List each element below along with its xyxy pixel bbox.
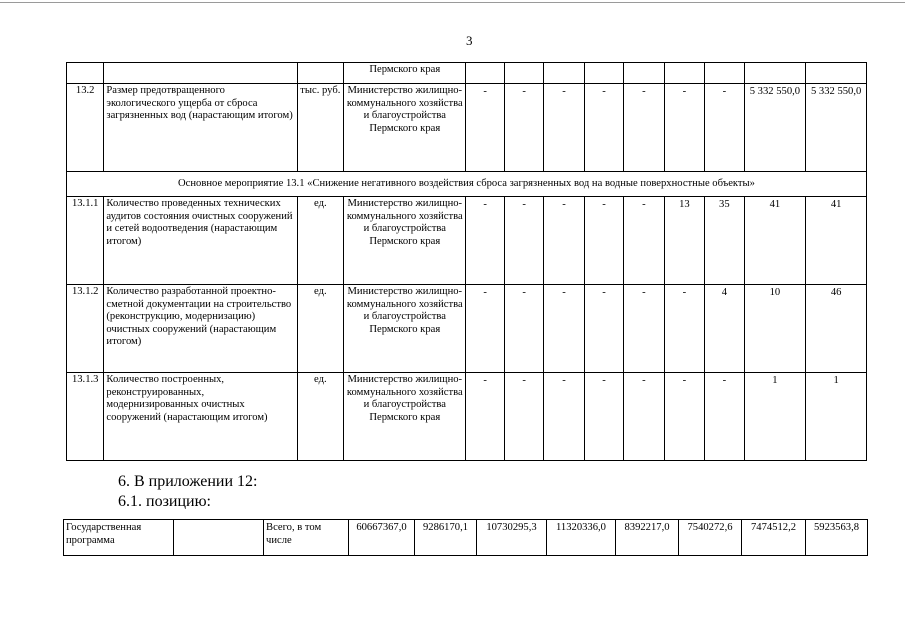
value-cell: - (466, 197, 504, 285)
executor-cell: Министерство жилищно-коммунального хозяйства и благоустройства Пермского края (344, 373, 466, 461)
value-cell: 9286170,1 (415, 520, 477, 556)
value-cell: - (584, 84, 623, 172)
value-cell: 4 (705, 285, 744, 373)
value-cell: - (584, 373, 623, 461)
value-cell: 5 332 550,0 (744, 84, 806, 172)
page-top-rule (0, 2, 905, 3)
value-cell: - (705, 84, 744, 172)
value-cell: - (584, 285, 623, 373)
value-cell: 1 (806, 373, 867, 461)
value-cell: 35 (705, 197, 744, 285)
row-number: 13.2 (67, 84, 104, 172)
unit-cell: тыс. руб. (297, 84, 344, 172)
value-cell: 11320336,0 (547, 520, 616, 556)
table-row (67, 285, 867, 373)
unit-cell: ед. (297, 373, 344, 461)
unit-cell: ед. (297, 197, 344, 285)
executor-cell: Министерство жилищно-коммунального хозяйства и благоустройства Пермского края (344, 285, 466, 373)
value-cell: - (544, 197, 584, 285)
value-cell: - (664, 373, 704, 461)
value-cell: - (466, 84, 504, 172)
value-cell: - (624, 84, 664, 172)
value-cell: 10730295,3 (477, 520, 547, 556)
table-row (67, 84, 867, 172)
indicator-name: Количество разработанной проектно-сметной документации на строительство (реконструкцию, модернизацию) очистных сооружений (нарастающим итогом) (104, 285, 297, 373)
value-cell: 8392217,0 (616, 520, 679, 556)
row-number: 13.1.1 (67, 197, 104, 285)
value-cell: - (504, 285, 543, 373)
value-cell: - (504, 197, 543, 285)
value-cell: 1 (744, 373, 806, 461)
table-row (67, 197, 867, 285)
executor-cell: Пермского края (344, 63, 466, 84)
value-cell: 5 332 550,0 (806, 84, 867, 172)
value-cell: - (466, 285, 504, 373)
value-cell: - (544, 84, 584, 172)
value-cell: 7540272,6 (679, 520, 742, 556)
value-cell: 41 (744, 197, 806, 285)
value-cell: - (664, 84, 704, 172)
value-cell: 60667367,0 (349, 520, 415, 556)
item-6-heading: 6. В приложении 12: (118, 473, 258, 490)
table-row (64, 520, 868, 556)
value-cell: - (466, 373, 504, 461)
unit-cell: ед. (297, 285, 344, 373)
executor-cell: Министерство жилищно-коммунального хозяйства и благоустройства Пермского края (344, 84, 466, 172)
value-cell: - (624, 285, 664, 373)
value-cell: 46 (806, 285, 867, 373)
value-cell: 5923563,8 (806, 520, 868, 556)
indicator-name: Количество проведенных технических аудитов состояния очистных сооружений и сетей водоотведения (нарастающим итогом) (104, 197, 297, 285)
value-cell: 41 (806, 197, 867, 285)
value-cell: - (664, 285, 704, 373)
total-label: Всего, в том числе (264, 520, 349, 556)
value-cell: - (504, 373, 543, 461)
value-cell: - (705, 373, 744, 461)
row-number: 13.1.2 (67, 285, 104, 373)
value-cell: - (504, 84, 543, 172)
value-cell: - (624, 373, 664, 461)
program-name: Государственная программа (64, 520, 174, 556)
value-cell: 10 (744, 285, 806, 373)
value-cell: - (544, 373, 584, 461)
value-cell: 13 (664, 197, 704, 285)
page-number: 3 (466, 33, 473, 48)
value-cell: - (584, 197, 623, 285)
item-6-1-heading: 6.1. позицию: (118, 493, 211, 510)
program-table (63, 519, 868, 556)
value-cell: - (544, 285, 584, 373)
table-row-continued (67, 63, 867, 84)
row-number: 13.1.3 (67, 373, 104, 461)
indicator-name: Количество построенных, реконструированных, модернизированных очистных сооружений (нарастающим итогом) (104, 373, 297, 461)
table-row (67, 373, 867, 461)
value-cell: 7474512,2 (742, 520, 806, 556)
indicators-table (66, 62, 867, 461)
executor-cell: Министерство жилищно-коммунального хозяйства и благоустройства Пермского края (344, 197, 466, 285)
section-heading-row (67, 172, 867, 197)
value-cell: - (624, 197, 664, 285)
indicator-name: Размер предотвращенного экологического ущерба от сброса загрязненных вод (нарастающим итогом) (104, 84, 297, 172)
section-heading: Основное мероприятие 13.1 «Снижение негативного воздействия сброса загрязненных вод на водные поверхностные объекты» (67, 172, 867, 197)
